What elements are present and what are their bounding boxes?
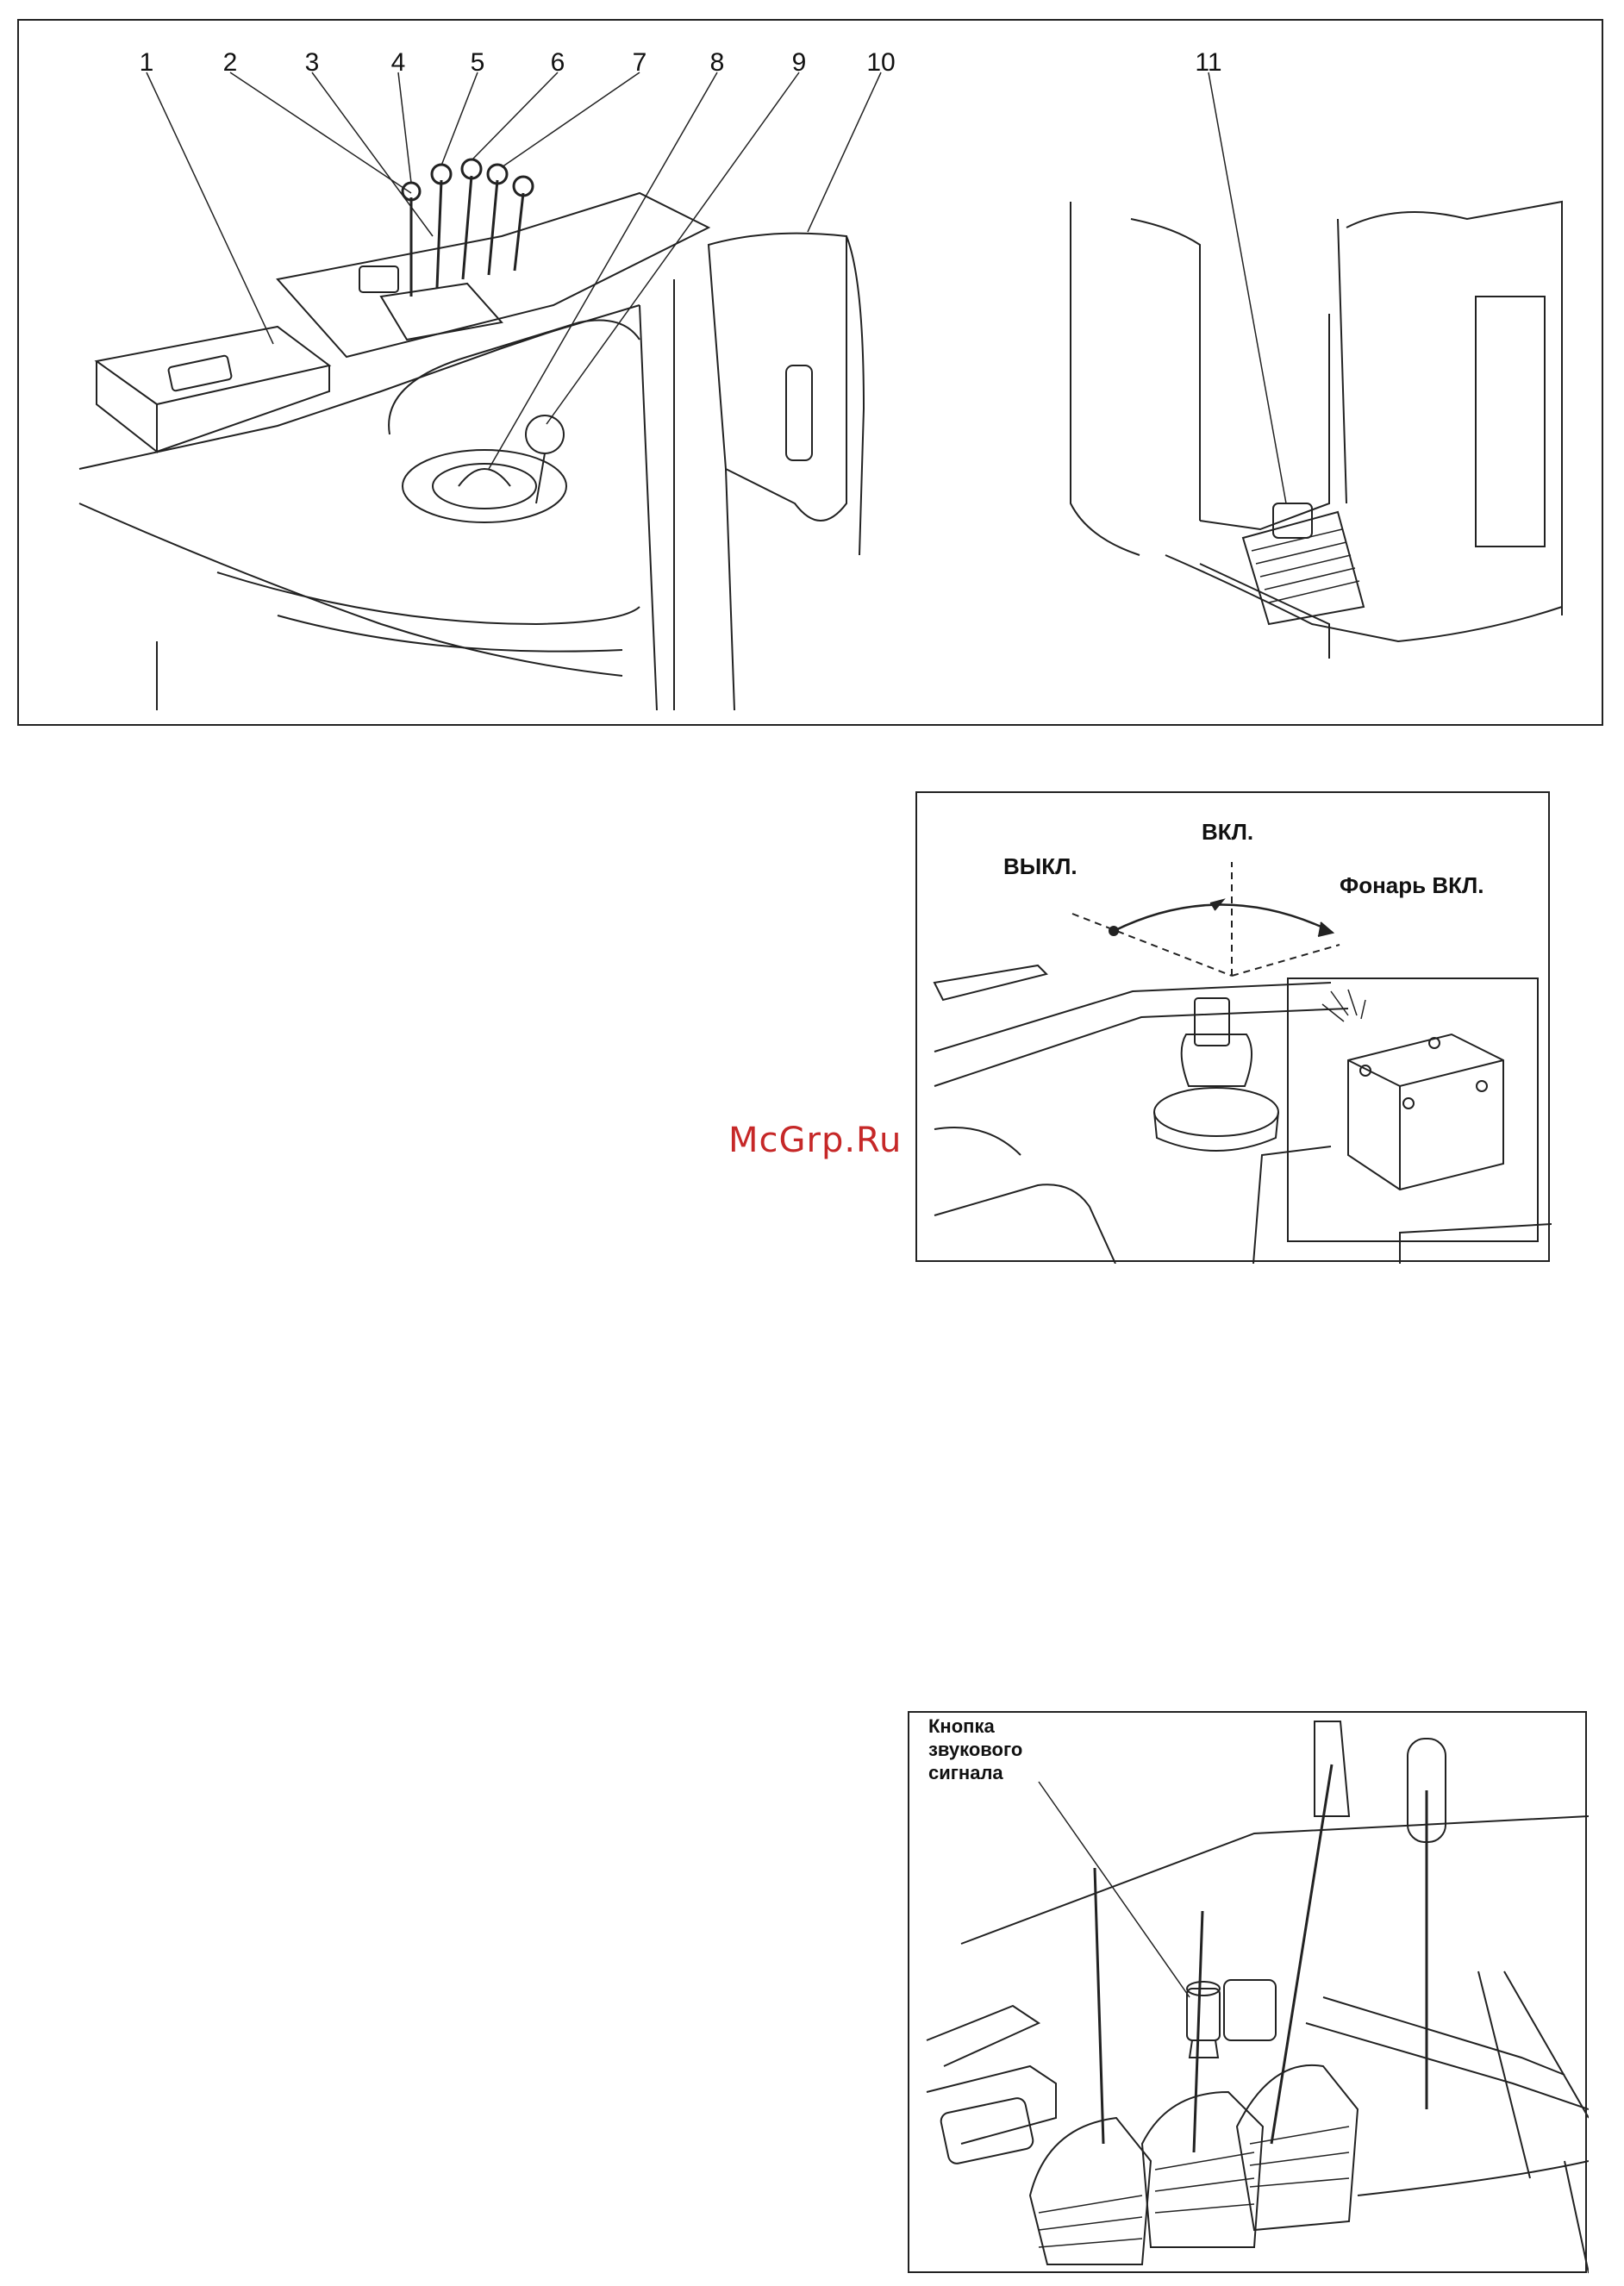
callout-2: 2	[222, 48, 238, 77]
horn-label-line-2: звукового	[928, 1739, 1023, 1760]
callout-8: 8	[709, 48, 725, 77]
label-off: ВЫКЛ.	[1003, 853, 1077, 879]
callout-3: 3	[304, 48, 320, 77]
cab-controls-illustration	[19, 21, 1605, 728]
watermark-logo: McGrp.Ru	[728, 1121, 903, 1160]
figure-cab-controls	[17, 19, 1603, 726]
figure-horn-button	[908, 1711, 1587, 2273]
label-lamp-on: Фонарь ВКЛ.	[1340, 872, 1484, 898]
callout-6: 6	[550, 48, 565, 77]
callout-5: 5	[470, 48, 485, 77]
figure-key-switch	[915, 791, 1550, 1262]
horn-label-line-1: Кнопка	[928, 1715, 995, 1737]
callout-4: 4	[390, 48, 406, 77]
horn-button-label	[928, 1714, 1022, 1784]
callout-10: 10	[866, 48, 896, 77]
callout-9: 9	[791, 48, 807, 77]
horn-button-illustration	[909, 1713, 1589, 2275]
label-on: ВКЛ.	[1202, 819, 1254, 845]
callout-7: 7	[632, 48, 647, 77]
horn-label-line-3: сигнала	[928, 1762, 1003, 1783]
callout-11: 11	[1195, 48, 1222, 77]
callout-1: 1	[139, 48, 154, 77]
